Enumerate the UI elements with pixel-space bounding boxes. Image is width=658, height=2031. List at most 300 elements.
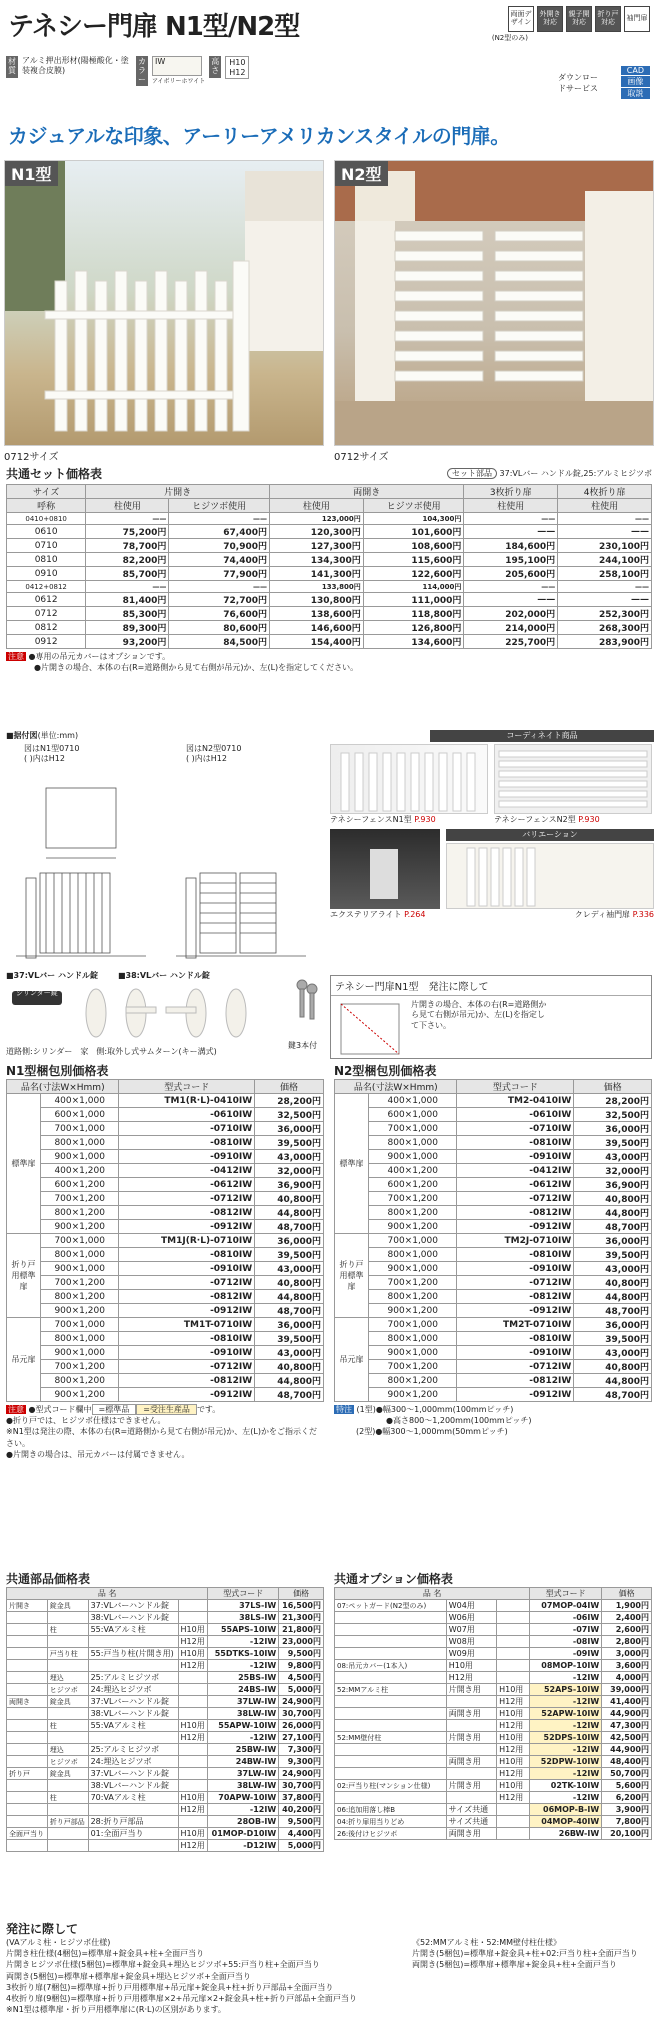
table-row bbox=[7, 1122, 324, 1136]
table-row bbox=[7, 635, 652, 649]
set-parts-note: セット部品 37:VLバー ハンドル錠,25:アルミヒジツボ bbox=[447, 468, 652, 479]
part-cell: H12用 bbox=[178, 1840, 208, 1852]
price-cell: 7,800円 bbox=[602, 1816, 652, 1828]
table-row bbox=[7, 1206, 324, 1220]
order-box-diagram bbox=[335, 1000, 405, 1058]
price-cell: 67,400円 bbox=[169, 525, 270, 539]
size-cell: 700×1,200 bbox=[41, 1192, 119, 1206]
spec-block: 材質 アルミ押出形材(陽極酸化・塗装複合皮膜) カラー IW アイボリーホワイト 高さ H10 H12 bbox=[6, 56, 249, 86]
code-cell: -0912IW bbox=[457, 1220, 574, 1234]
price-cell: 43,000円 bbox=[255, 1150, 324, 1164]
catch-copy: カジュアルな印象、アーリーアメリカンスタイルの門扉。 bbox=[8, 124, 510, 148]
fence-n2-image bbox=[494, 744, 652, 814]
part-cell: ヒジツボ bbox=[47, 1756, 88, 1768]
table-row bbox=[335, 1122, 652, 1136]
fence-n2-link[interactable]: P.930 bbox=[578, 815, 600, 824]
price-cell: 21,300円 bbox=[279, 1612, 324, 1624]
code-cell: -0610IW bbox=[457, 1108, 574, 1122]
code-cell: -0712IW bbox=[457, 1360, 574, 1374]
price-cell: 36,000円 bbox=[574, 1318, 652, 1332]
n2-tag: N2型 bbox=[335, 161, 388, 186]
code-cell: -12IW bbox=[530, 1744, 602, 1756]
code-cell: -0610IW bbox=[119, 1108, 255, 1122]
part-cell: 37:VLバーハンドル錠 bbox=[88, 1600, 178, 1612]
price-cell: —— bbox=[558, 525, 652, 539]
table-row bbox=[7, 593, 652, 607]
part-cell bbox=[47, 1840, 88, 1852]
n1-price-section bbox=[6, 1062, 324, 1460]
option-cell bbox=[335, 1792, 447, 1804]
code-cell: -0712IW bbox=[457, 1276, 574, 1290]
price-cell: 41,400円 bbox=[602, 1696, 652, 1708]
code-cell: -0912IW bbox=[119, 1388, 255, 1402]
code-cell: 52DPW-10IW bbox=[530, 1756, 602, 1768]
code-cell: -0812IW bbox=[119, 1206, 255, 1220]
group-cell: 標準扉 bbox=[335, 1094, 369, 1234]
option-cell: H10用 bbox=[497, 1684, 530, 1696]
price-cell: 9,500円 bbox=[279, 1816, 324, 1828]
price-cell: —— bbox=[558, 581, 652, 593]
price-cell: 48,700円 bbox=[255, 1388, 324, 1402]
option-cell bbox=[335, 1648, 447, 1660]
part-cell: 錠金具 bbox=[47, 1600, 88, 1612]
code-cell: 38LW-IW bbox=[208, 1780, 279, 1792]
table-row bbox=[335, 1234, 652, 1248]
light-link[interactable]: P.264 bbox=[404, 910, 426, 919]
part-cell bbox=[7, 1648, 48, 1660]
price-cell: 4,400円 bbox=[279, 1828, 324, 1840]
price-cell: 36,000円 bbox=[574, 1234, 652, 1248]
part-cell bbox=[7, 1792, 48, 1804]
price-cell: 81,400円 bbox=[86, 593, 169, 607]
option-cell: 両開き用 bbox=[446, 1708, 496, 1720]
keys-note: 鍵3本付 bbox=[288, 1041, 318, 1050]
size-cell: 900×1,200 bbox=[41, 1304, 119, 1318]
size-cell: 900×1,000 bbox=[41, 1262, 119, 1276]
size-cell: 800×1,000 bbox=[369, 1248, 457, 1262]
price-cell: 85,300円 bbox=[86, 607, 169, 621]
table-row bbox=[335, 1612, 652, 1624]
size-cell: 0410+0810 bbox=[7, 513, 86, 525]
price-cell: 43,000円 bbox=[255, 1346, 324, 1360]
table-row bbox=[7, 553, 652, 567]
size-cell: 800×1,000 bbox=[41, 1332, 119, 1346]
size-cell: 700×1,200 bbox=[369, 1360, 457, 1374]
option-cell: W09用 bbox=[446, 1648, 496, 1660]
table-row bbox=[335, 1164, 652, 1178]
table-row bbox=[7, 1164, 324, 1178]
order-box-text: 片開きの場合、本体の右(R=道路側から見て右側が吊元)か、左(L)を指定して下さい。 bbox=[411, 1000, 547, 1030]
price-cell: 3,600円 bbox=[602, 1660, 652, 1672]
price-cell: 47,300円 bbox=[602, 1720, 652, 1732]
code-cell: -0910IW bbox=[457, 1346, 574, 1360]
option-cell: サイズ共通 bbox=[446, 1804, 496, 1816]
price-cell: 43,000円 bbox=[255, 1262, 324, 1276]
option-cell bbox=[497, 1636, 530, 1648]
code-cell: -0412IW bbox=[119, 1164, 255, 1178]
price-cell: 30,700円 bbox=[279, 1780, 324, 1792]
code-cell: 70APW-10IW bbox=[208, 1792, 279, 1804]
n2-notes: 特注 (1型)●幅300〜1,000mm(100mmピッチ) ●高さ800〜1,200mm(100mmピッチ) (2型)●幅300〜1,000mm(50mmピッチ) bbox=[336, 1405, 532, 1437]
price-cell: 134,600円 bbox=[363, 635, 464, 649]
code-cell: -12IW bbox=[530, 1672, 602, 1684]
code-cell: -09IW bbox=[530, 1648, 602, 1660]
image-button[interactable]: 画像 bbox=[621, 76, 650, 87]
table-row bbox=[335, 1290, 652, 1304]
price-cell: 252,300円 bbox=[558, 607, 652, 621]
part-cell bbox=[7, 1708, 48, 1720]
price-cell: 39,500円 bbox=[255, 1332, 324, 1346]
option-cell: H10用 bbox=[497, 1732, 530, 1744]
code-cell: -12IW bbox=[208, 1660, 279, 1672]
part-cell: 全面戸当り bbox=[7, 1828, 48, 1840]
part-cell: ヒジツボ bbox=[47, 1684, 88, 1696]
order-box-title: テネシー門扉N1型 発注に際して bbox=[331, 976, 651, 996]
code-cell: -0710IW bbox=[119, 1122, 255, 1136]
option-cell: 両開き用 bbox=[446, 1828, 496, 1840]
code-cell: -12IW bbox=[530, 1696, 602, 1708]
price-cell: 9,300円 bbox=[279, 1756, 324, 1768]
part-cell: 24:埋込ヒジツボ bbox=[88, 1756, 178, 1768]
table-row bbox=[335, 1744, 652, 1756]
price-cell: 37,800円 bbox=[279, 1792, 324, 1804]
option-cell: H10用 bbox=[497, 1756, 530, 1768]
price-cell: 123,000円 bbox=[270, 513, 364, 525]
price-cell: 89,300円 bbox=[86, 621, 169, 635]
variation-link[interactable]: P.336 bbox=[632, 910, 654, 919]
table-row bbox=[7, 1332, 324, 1346]
table-row bbox=[7, 1684, 324, 1696]
price-cell: 44,800円 bbox=[255, 1206, 324, 1220]
part-cell bbox=[88, 1660, 178, 1672]
order-box bbox=[330, 975, 652, 1059]
size-cell: 400×1,200 bbox=[369, 1164, 457, 1178]
feature-badges bbox=[508, 6, 650, 32]
table-row bbox=[7, 1828, 324, 1840]
table-row bbox=[7, 1660, 324, 1672]
price-cell: 283,900円 bbox=[558, 635, 652, 649]
option-price-section bbox=[334, 1570, 652, 1840]
code-cell: 55APS-10IW bbox=[208, 1624, 279, 1636]
part-cell bbox=[178, 1768, 208, 1780]
price-cell: —— bbox=[464, 513, 558, 525]
table-row bbox=[335, 1136, 652, 1150]
price-cell: 127,300円 bbox=[270, 539, 364, 553]
coordinate-section bbox=[330, 730, 654, 960]
price-cell: 44,800円 bbox=[255, 1374, 324, 1388]
code-cell: -0810IW bbox=[457, 1332, 574, 1346]
table-row bbox=[335, 1332, 652, 1346]
price-cell: —— bbox=[558, 593, 652, 607]
table-row bbox=[7, 1744, 324, 1756]
code-cell: -0810IW bbox=[119, 1136, 255, 1150]
price-cell: 40,800円 bbox=[574, 1276, 652, 1290]
price-cell: 24,900円 bbox=[279, 1768, 324, 1780]
size-cell: 900×1,000 bbox=[41, 1346, 119, 1360]
code-cell: -0810IW bbox=[119, 1248, 255, 1262]
code-cell: 25BS-IW bbox=[208, 1672, 279, 1684]
part-cell: 24:埋込ヒジツボ bbox=[88, 1684, 178, 1696]
size-cell: 800×1,000 bbox=[369, 1136, 457, 1150]
download-label: ダウンロードサービス bbox=[558, 73, 598, 93]
table-row bbox=[335, 1660, 652, 1672]
size-cell: 600×1,000 bbox=[41, 1108, 119, 1122]
table-row bbox=[7, 621, 652, 635]
table-row bbox=[7, 1624, 324, 1636]
code-cell: 52APS-10IW bbox=[530, 1684, 602, 1696]
code-cell: 37LW-IW bbox=[208, 1696, 279, 1708]
part-cell bbox=[178, 1684, 208, 1696]
price-cell: 36,000円 bbox=[255, 1122, 324, 1136]
code-cell: 38LS-IW bbox=[208, 1612, 279, 1624]
lock-desc: 道路側:シリンダー 家 側:取外し式サムターン(キー溝式) bbox=[6, 1047, 217, 1056]
n1-caption: 0712サイズ bbox=[4, 452, 59, 463]
size-cell: 800×1,000 bbox=[41, 1136, 119, 1150]
price-cell: 114,000円 bbox=[363, 581, 464, 593]
install-drawing: ■据付図(単位:mm) 図はN1型0710 ( )内はH12 図はN2型0710 ( )内はH12 bbox=[6, 730, 316, 960]
size-cell: 800×1,000 bbox=[41, 1248, 119, 1262]
part-cell bbox=[178, 1708, 208, 1720]
part-cell bbox=[88, 1804, 178, 1816]
code-cell: -0810IW bbox=[457, 1136, 574, 1150]
code-cell: 06MOP-B-IW bbox=[530, 1804, 602, 1816]
part-cell: 埋込 bbox=[47, 1744, 88, 1756]
price-cell: 76,600円 bbox=[169, 607, 270, 621]
part-cell bbox=[178, 1600, 208, 1612]
code-cell: -12IW bbox=[208, 1636, 279, 1648]
table-row bbox=[335, 1388, 652, 1402]
code-cell: -0712IW bbox=[119, 1276, 255, 1290]
code-cell: TM2T-0710IW bbox=[457, 1318, 574, 1332]
size-cell: 0412+0812 bbox=[7, 581, 86, 593]
code-cell: 52APW-10IW bbox=[530, 1708, 602, 1720]
price-cell: 205,600円 bbox=[464, 567, 558, 581]
part-cell bbox=[7, 1612, 48, 1624]
part-cell: 埋込 bbox=[47, 1672, 88, 1684]
material-text: アルミ押出形材(陽極酸化・塗装複合皮膜) bbox=[22, 56, 129, 75]
price-cell: 85,700円 bbox=[86, 567, 169, 581]
n2-caption: 0712サイズ bbox=[334, 452, 389, 463]
size-cell: 700×1,000 bbox=[41, 1318, 119, 1332]
size-cell: 800×1,200 bbox=[41, 1290, 119, 1304]
option-cell: H12用 bbox=[497, 1720, 530, 1732]
price-cell: 42,500円 bbox=[602, 1732, 652, 1744]
part-cell: 01:全面戸当り bbox=[88, 1828, 178, 1840]
price-cell: —— bbox=[86, 581, 169, 593]
size-cell: 700×1,200 bbox=[41, 1276, 119, 1290]
n1-tag: N1型 bbox=[5, 161, 58, 186]
order-section bbox=[6, 1920, 652, 2015]
table-row bbox=[7, 1696, 324, 1708]
option-cell: H12用 bbox=[497, 1744, 530, 1756]
option-cell: H12用 bbox=[497, 1792, 530, 1804]
table-row bbox=[7, 1388, 324, 1402]
part-cell: 両開き bbox=[7, 1696, 48, 1708]
price-cell: 21,800円 bbox=[279, 1624, 324, 1636]
part-cell: 38:VLバーハンドル錠 bbox=[88, 1780, 178, 1792]
price-cell: 32,500円 bbox=[255, 1108, 324, 1122]
table-row bbox=[335, 1672, 652, 1684]
option-cell bbox=[446, 1792, 496, 1804]
code-cell: -0812IW bbox=[119, 1290, 255, 1304]
table-row bbox=[335, 1636, 652, 1648]
size-cell: 0910 bbox=[7, 567, 86, 581]
part-cell: 片開き bbox=[7, 1600, 48, 1612]
n1-table-title: N1型梱包別価格表 bbox=[6, 1064, 109, 1078]
option-cell bbox=[497, 1672, 530, 1684]
size-cell: 800×1,200 bbox=[41, 1206, 119, 1220]
table-row bbox=[7, 1612, 324, 1624]
price-cell: 2,400円 bbox=[602, 1612, 652, 1624]
price-cell: —— bbox=[464, 593, 558, 607]
part-cell: H12用 bbox=[178, 1804, 208, 1816]
option-cell: 両開き用 bbox=[446, 1756, 496, 1768]
table-row bbox=[7, 1192, 324, 1206]
group-cell: 吊元扉 bbox=[335, 1318, 369, 1402]
table-row bbox=[335, 1108, 652, 1122]
code-cell: TM1(R·L)-0410IW bbox=[119, 1094, 255, 1108]
size-cell: 0610 bbox=[7, 525, 86, 539]
table-row bbox=[7, 1732, 324, 1744]
table-row bbox=[7, 1360, 324, 1374]
table-row bbox=[7, 1248, 324, 1262]
code-cell: -0612IW bbox=[457, 1178, 574, 1192]
code-cell: -0710IW bbox=[457, 1122, 574, 1136]
table-row bbox=[7, 1816, 324, 1828]
code-cell: 02TK-10IW bbox=[530, 1780, 602, 1792]
fence-n1-link[interactable]: P.930 bbox=[414, 815, 436, 824]
price-cell: 5,000円 bbox=[279, 1684, 324, 1696]
table-row bbox=[335, 1816, 652, 1828]
part-cell bbox=[47, 1708, 88, 1720]
option-cell: 片開き用 bbox=[446, 1780, 496, 1792]
code-cell: TM2-0410IW bbox=[457, 1094, 574, 1108]
price-cell: 36,900円 bbox=[255, 1178, 324, 1192]
price-cell: 122,600円 bbox=[363, 567, 464, 581]
group-cell: 吊元扉 bbox=[7, 1318, 41, 1402]
table-row bbox=[335, 1696, 652, 1708]
price-cell: 39,500円 bbox=[574, 1248, 652, 1262]
option-cell bbox=[335, 1624, 447, 1636]
code-cell: 26BW-IW bbox=[530, 1828, 602, 1840]
part-cell: 錠金具 bbox=[47, 1768, 88, 1780]
table-row bbox=[335, 1304, 652, 1318]
part-cell bbox=[88, 1732, 178, 1744]
option-cell bbox=[497, 1660, 530, 1672]
part-cell bbox=[7, 1672, 48, 1684]
part-cell bbox=[7, 1756, 48, 1768]
price-cell: 48,700円 bbox=[574, 1388, 652, 1402]
parts-table-title: 共通部品価格表 bbox=[6, 1572, 91, 1586]
fence-n1-image bbox=[330, 744, 488, 814]
code-cell: -0910IW bbox=[119, 1262, 255, 1276]
code-cell: TM1T-0710IW bbox=[119, 1318, 255, 1332]
price-cell: 111,000円 bbox=[363, 593, 464, 607]
table-row bbox=[7, 1756, 324, 1768]
size-cell: 900×1,000 bbox=[369, 1150, 457, 1164]
table-row bbox=[7, 1792, 324, 1804]
option-cell: W07用 bbox=[446, 1624, 496, 1636]
price-cell: 3,000円 bbox=[602, 1648, 652, 1660]
code-cell: 07MOP-04IW bbox=[530, 1600, 602, 1612]
size-cell: 900×1,000 bbox=[369, 1346, 457, 1360]
option-cell: 52:MM壁付柱 bbox=[335, 1732, 447, 1744]
size-cell: 900×1,000 bbox=[41, 1150, 119, 1164]
size-cell: 900×1,200 bbox=[369, 1388, 457, 1402]
price-cell: 268,300円 bbox=[558, 621, 652, 635]
price-cell: 120,300円 bbox=[270, 525, 364, 539]
size-cell: 0712 bbox=[7, 607, 86, 621]
price-cell: 101,600円 bbox=[363, 525, 464, 539]
price-cell: 39,500円 bbox=[574, 1332, 652, 1346]
set-notes: 注意 ●専用の吊元カバーはオプションです。 ●片開きの場合、本体の右(R=道路側から見て右側が吊元)か、左(L)を指定してください。 bbox=[8, 652, 359, 673]
n2-price-table: 品名(寸法W×Hmm) 型式コード 価格 標準扉 400×1,000 TM2-0410IW 28,200円 600×1,000 -0610IW 32,500円 700×1,000 -0710IW 36,000円 800×1,000 -0810IW 39,500円 900×1,000 -0910IW 43,000円 400×1,200 -0412IW 32,000円 600×1,200 -0612IW 36,900円 700×1,200 -0712IW 40,800円 800×1,200 -0812IW 44,800円 900×1,200 -0912IW 48,700円 折り戸用標準扉 700×1,000 TM2J-0710IW 36,000円 800×1,000 -0810IW 39,500円 900×1,000 -0910IW 43,000円 700×1,200 -0712IW 40,800円 800×1,200 -0812IW 44,800円 900×1,200 -0912IW 48,700円 吊元扉 700×1,000 TM2T-0710IW 36,000円 800×1,000 -0810IW 39,500円 900×1,000 -0910IW 43,000円 700×1,200 -0712IW 40,800円 800×1,200 -0812IW 44,800円 900×1,200 -0912IW 48,700円 bbox=[334, 1079, 652, 1402]
part-cell bbox=[47, 1732, 88, 1744]
option-cell bbox=[446, 1768, 496, 1780]
part-cell bbox=[47, 1804, 88, 1816]
table-row bbox=[7, 1720, 324, 1732]
light-label: エクステリアライト bbox=[330, 910, 402, 919]
code-cell: -12IW bbox=[530, 1768, 602, 1780]
size-cell: 700×1,000 bbox=[369, 1318, 457, 1332]
table-row bbox=[335, 1720, 652, 1732]
part-cell: H10用 bbox=[178, 1624, 208, 1636]
cad-button[interactable]: CAD bbox=[621, 66, 650, 75]
size-cell: 0612 bbox=[7, 593, 86, 607]
size-cell: 0810 bbox=[7, 553, 86, 567]
option-cell: H12用 bbox=[446, 1672, 496, 1684]
price-cell: 36,000円 bbox=[255, 1234, 324, 1248]
table-row bbox=[7, 1346, 324, 1360]
price-cell: 195,100円 bbox=[464, 553, 558, 567]
option-cell bbox=[497, 1648, 530, 1660]
order-title: 発注に際して bbox=[6, 1922, 79, 1936]
part-cell bbox=[7, 1816, 48, 1828]
option-cell bbox=[335, 1744, 447, 1756]
option-cell bbox=[335, 1696, 447, 1708]
code-cell: -0910IW bbox=[119, 1150, 255, 1164]
table-row bbox=[7, 1136, 324, 1150]
manual-button[interactable]: 取説 bbox=[621, 88, 650, 99]
order-footer: ※N1型は標準扉・折り戸用標準扉に(R·L)の区別があります。 bbox=[6, 2005, 226, 2015]
price-cell: 5,000円 bbox=[279, 1840, 324, 1852]
price-cell: 43,000円 bbox=[574, 1150, 652, 1164]
part-cell: 錠金具 bbox=[47, 1696, 88, 1708]
set-table-title: 共通セット価格表 bbox=[6, 467, 103, 481]
price-cell: 48,700円 bbox=[255, 1220, 324, 1234]
part-cell: H10用 bbox=[178, 1828, 208, 1840]
code-cell: -07IW bbox=[530, 1624, 602, 1636]
price-cell: 4,500円 bbox=[279, 1672, 324, 1684]
price-cell: 40,800円 bbox=[255, 1360, 324, 1374]
option-cell: 04:折り扉用当りどめ bbox=[335, 1816, 447, 1828]
price-cell: 80,600円 bbox=[169, 621, 270, 635]
size-cell: 0812 bbox=[7, 621, 86, 635]
price-cell: 1,900円 bbox=[602, 1600, 652, 1612]
price-cell: 30,700円 bbox=[279, 1708, 324, 1720]
group-cell: 折り戸用標準扉 bbox=[7, 1234, 41, 1318]
table-row bbox=[335, 1192, 652, 1206]
option-cell bbox=[335, 1756, 447, 1768]
size-cell: 700×1,000 bbox=[369, 1122, 457, 1136]
n2-table-title: N2型梱包別価格表 bbox=[334, 1064, 437, 1078]
part-cell: H10用 bbox=[178, 1648, 208, 1660]
price-cell: 258,100円 bbox=[558, 567, 652, 581]
part-cell bbox=[88, 1636, 178, 1648]
size-cell: 600×1,200 bbox=[41, 1178, 119, 1192]
option-cell: H10用 bbox=[446, 1660, 496, 1672]
price-cell: 6,200円 bbox=[602, 1792, 652, 1804]
